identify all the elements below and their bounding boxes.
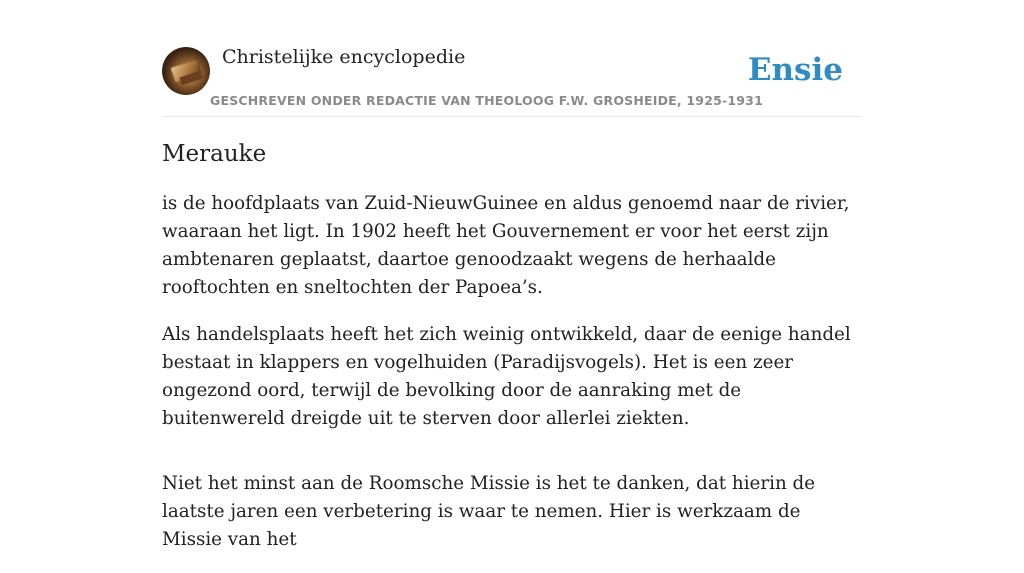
- site-subtitle: GESCHREVEN ONDER REDACTIE VAN THEOLOOG F.W. GROSHEIDE, 1925-1931: [210, 93, 763, 108]
- article-paragraph-1: is de hoofdplaats van Zuid-NieuwGuinee en aldus genoemd naar de rivier, waaraan het ligt. In 1902 heeft het Gouvernement er voor het eerst zijn ambtenaren geplaatst, daartoe genoodzaakt wegens de herhaalde rooftochten en sneltochten der Papoea’s.: [162, 193, 850, 298]
- site-title[interactable]: Christelijke encyclopedie: [222, 46, 466, 68]
- site-header: [162, 46, 862, 117]
- article-paragraph-3: Niet het minst aan de Roomsche Missie is het te danken, dat hierin de laatste jaren een verbetering is waar te nemen. Hier is werkzaam de Missie van het: [162, 473, 816, 550]
- article-paragraph-2: Als handelsplaats heeft het zich weinig ontwikkeld, daar de eenige handel bestaat in klappers en vogelhuiden (Paradijsvogels). Het is een zeer ongezond oord, terwijl de bevolking door de aanraking met de buitenwereld dreigde uit te sterven door allerlei ziekten.: [162, 324, 851, 429]
- brand-logo-link[interactable]: Ensie: [747, 52, 843, 88]
- article-title: Merauke: [162, 141, 267, 167]
- article-content: [162, 136, 862, 573]
- encyclopedia-avatar[interactable]: [162, 47, 210, 95]
